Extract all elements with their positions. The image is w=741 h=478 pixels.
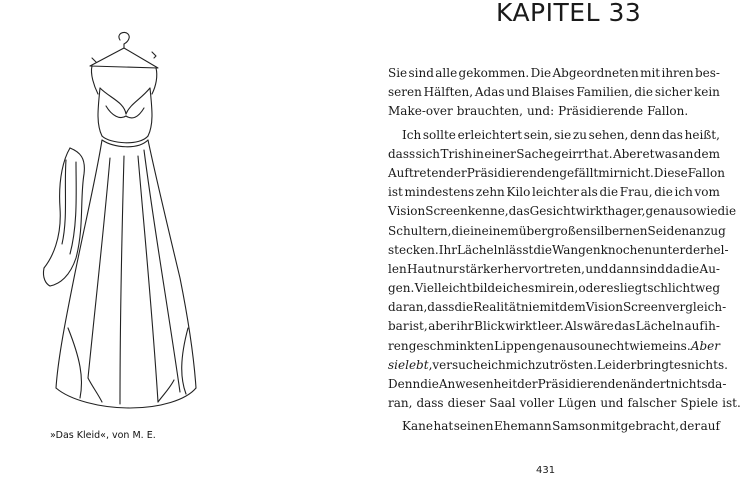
hanger-icon	[90, 32, 158, 94]
text-line: Auftreten der Präsidierenden gefällt mir nicht. Diese Fallon	[388, 165, 725, 180]
text-line: daran, dass die Realität nie mit dem VisionScreen vergleich-	[388, 300, 727, 315]
dress-illustration	[40, 28, 230, 428]
text-line: Denn die Anwesenheit der Präsidierenden ändert nichts da-	[388, 377, 727, 391]
body-text	[388, 64, 741, 437]
text-line: Ich sollte erleichtert sein, sie zu sehen, denn das heißt,	[402, 127, 720, 142]
text-line: Schultern, die in einem übergroßen silbernen Seidenanzug	[388, 223, 726, 238]
text-line: gen. Vielleicht bilde ich es mir ein, oder es liegt schlichtweg	[388, 281, 720, 296]
text-line: stecken. Ihr Lächeln lässt die Wangenknochen unter der hel-	[388, 242, 729, 257]
chapter-title: KAPITEL 33	[496, 0, 642, 27]
illustration-caption: »Das Kleid«, von M. E.	[50, 430, 156, 441]
text-line: ran, dass dieser Saal voller Lügen und falscher Spiele ist.	[388, 396, 741, 411]
shawl-icon	[43, 148, 84, 286]
text-line: len Haut nur stärker hervortreten, und dann sind da die Au-	[388, 261, 720, 276]
text-line: VisionScreen kenne, das Gesicht wirkt hager, genauso wie die	[388, 204, 737, 219]
text-line: ren geschminkten Lippen genauso unecht wie meins. Aber	[388, 338, 720, 353]
text-line: Make-over brauchten, und: Präsidierende Fallon.	[388, 104, 689, 119]
text-line: Kane hat seinen Ehemann Samson mitgebracht, der auf	[402, 419, 720, 434]
text-line: sie lebt, versuche ich mich zu trösten. Leider bringt es nichts.	[388, 357, 728, 372]
dress-icon	[56, 88, 196, 408]
page-number: 431	[536, 465, 556, 476]
text-line: ist mindestens zehn Kilo leichter als die Frau, die ich vom	[388, 185, 720, 200]
text-line: seren Hälften, Adas und Blaises Familien, die sicher kein	[388, 85, 720, 100]
text-line: dass sich Trish in einer Sache geirrt hat. Aber etwas an dem	[388, 146, 720, 161]
text-line: Sie sind alle gekommen. Die Abgeordneten mit ihren bes-	[388, 66, 720, 80]
text-line: bar ist, aber ihr Blick wirkt leer. Als wäre das Lächeln auf ih-	[388, 319, 720, 334]
